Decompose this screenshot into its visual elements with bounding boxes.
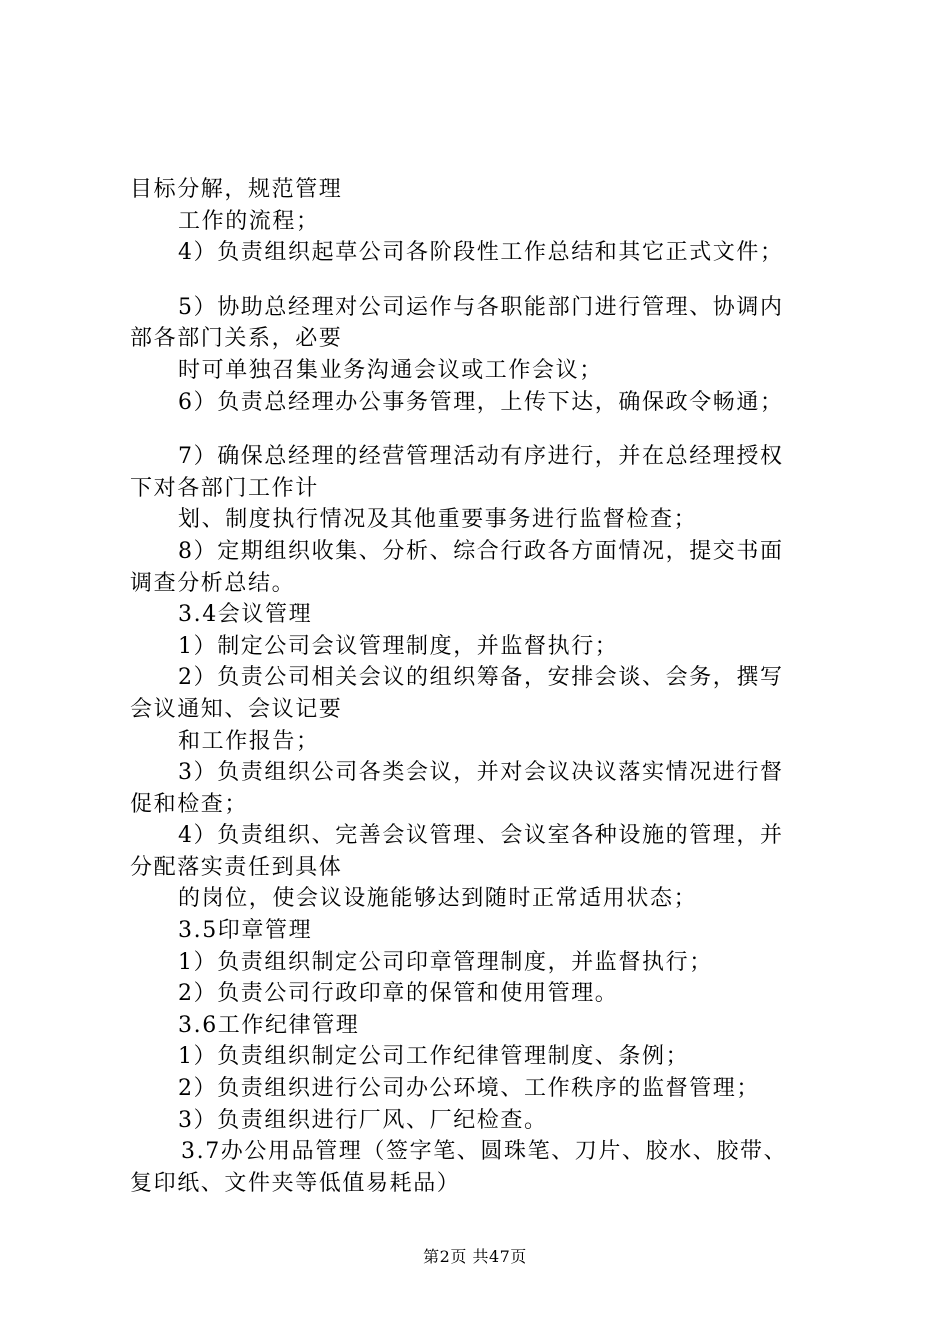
section-heading: 3.4会议管理 <box>178 602 313 628</box>
text-line: 8）定期组织收集、分析、综合行政各方面情况，提交书面 <box>178 538 784 564</box>
text-line: 时可单独召集业务沟通会议或工作会议； <box>178 357 603 383</box>
text-line: 目标分解，规范管理 <box>130 177 343 202</box>
section-heading: 3.7办公用品管理（签字笔、圆珠笔、刀片、胶水、胶带、 <box>181 1139 788 1165</box>
text-line: 3）负责组织进行厂风、厂纪检查。 <box>178 1107 548 1133</box>
text-line: 1）负责组织制定公司印章管理制度，并监督执行； <box>178 949 713 975</box>
text-line: 6）负责总经理办公事务管理，上传下达，确保政令畅通； <box>178 389 784 415</box>
text-line: 4）负责组织起草公司各阶段性工作总结和其它正式文件； <box>178 240 784 266</box>
text-line: 4）负责组织、完善会议管理、会议室各种设施的管理，并 <box>178 823 784 849</box>
document-body <box>130 174 840 1199</box>
text-line: 部各部门关系，必要 <box>130 326 343 352</box>
text-line: 促和检查； <box>130 791 249 817</box>
text-line: 5）协助总经理对公司运作与各职能部门进行管理、协调内 <box>178 294 784 320</box>
text-line: 和工作报告； <box>178 728 320 754</box>
text-line: 会议通知、会议记要 <box>130 696 343 722</box>
text-line: 的岗位，使会议设施能够达到随时正常适用状态； <box>178 886 698 912</box>
section-heading: 3.5印章管理 <box>178 918 313 944</box>
text-line: 2）负责组织进行公司办公环境、工作秩序的监督管理； <box>178 1076 760 1102</box>
text-line: 2）负责公司行政印章的保管和使用管理。 <box>178 981 619 1007</box>
section-heading: 3.6工作纪律管理 <box>178 1012 360 1038</box>
text-line: 工作的流程； <box>178 208 320 234</box>
text-line: 分配落实责任到具体 <box>130 854 343 880</box>
paragraph-gap <box>130 418 840 441</box>
text-line: 1）制定公司会议管理制度，并监督执行； <box>178 633 619 659</box>
text-line: 1）负责组织制定公司工作纪律管理制度、条例； <box>178 1044 690 1070</box>
paragraph-gap <box>130 269 840 292</box>
text-line: 复印纸、文件夹等低值易耗品） <box>130 1170 461 1196</box>
text-line: 调查分析总结。 <box>130 570 296 596</box>
text-line: 7）确保总经理的经营管理活动有序进行，并在总经理授权 <box>178 444 784 470</box>
page-footer: 第2页 共47页 <box>423 1247 527 1266</box>
text-line: 下对各部门工作计 <box>130 475 319 501</box>
text-line: 划、制度执行情况及其他重要事务进行监督检查； <box>178 507 698 533</box>
text-line: 2）负责公司相关会议的组织筹备，安排会谈、会务，撰写 <box>178 665 784 691</box>
text-line: 3）负责组织公司各类会议，并对会议决议落实情况进行督 <box>178 760 784 786</box>
